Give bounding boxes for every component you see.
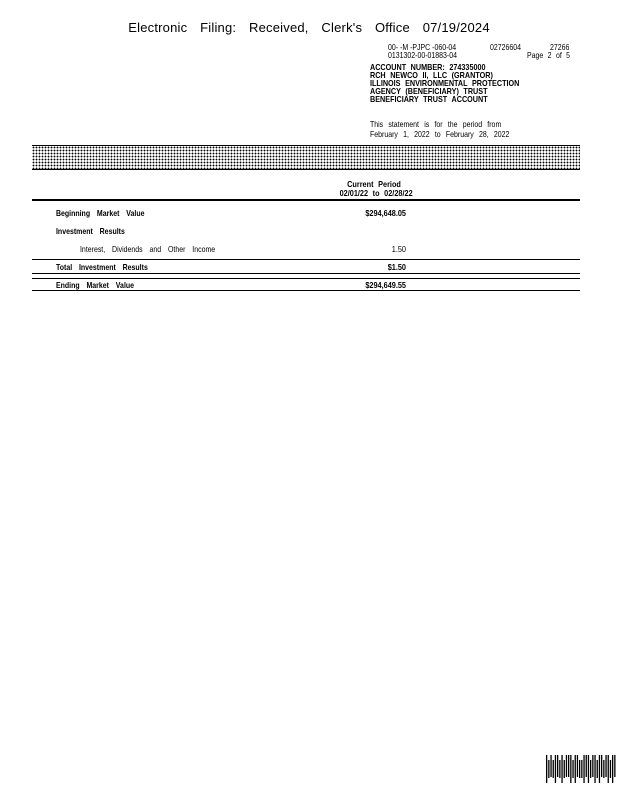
ending-bottom-rule bbox=[32, 290, 580, 291]
barcode-bar bbox=[599, 755, 600, 783]
barcode-bar bbox=[568, 755, 569, 777]
column-header bbox=[339, 179, 413, 198]
barcode-bar bbox=[608, 755, 609, 783]
barcode-bar bbox=[559, 760, 560, 778]
agency-line-1: ILLINOIS ENVIRONMENTAL PROTECTION bbox=[370, 78, 520, 88]
barcode-bar bbox=[605, 755, 606, 777]
barcode-bar bbox=[601, 755, 602, 777]
account-block bbox=[370, 63, 519, 103]
barcode-bar bbox=[557, 755, 558, 777]
page-number: Page 2 of 5 bbox=[527, 50, 571, 60]
barcode-bar bbox=[588, 755, 589, 783]
barcode-bar bbox=[583, 755, 584, 783]
total-value: $1.50 bbox=[387, 262, 406, 272]
barcode-bar bbox=[561, 755, 562, 783]
interest-label: Interest, Dividends and Other Income bbox=[80, 244, 216, 254]
barcode-bar bbox=[572, 760, 573, 778]
total-label: Total Investment Results bbox=[56, 262, 148, 272]
barcode-bar bbox=[594, 755, 595, 783]
barcode-bar bbox=[586, 755, 587, 777]
investment-label: Investment Results bbox=[56, 226, 125, 236]
doc-code: 00- -M -PJPC -060-04 bbox=[388, 42, 457, 52]
total-top-rule bbox=[32, 259, 580, 260]
doc-number: 02726604 bbox=[490, 42, 522, 52]
barcode-bar bbox=[566, 755, 567, 777]
barcode-bar bbox=[564, 760, 565, 778]
barcode-bar bbox=[546, 755, 547, 783]
barcode-bar bbox=[581, 760, 582, 778]
statement-period bbox=[370, 119, 509, 139]
doc-id: 27266 bbox=[550, 42, 570, 52]
column-title: Current Period bbox=[347, 179, 401, 189]
barcode-bar bbox=[603, 760, 604, 778]
postal-barcode bbox=[546, 755, 618, 783]
barcode-bar bbox=[597, 760, 598, 778]
header-rule bbox=[32, 199, 580, 201]
interest-value: 1.50 bbox=[391, 244, 406, 254]
barcode-bar bbox=[555, 755, 556, 783]
total-bottom-rule bbox=[32, 273, 580, 274]
barcode-bar bbox=[610, 760, 611, 778]
barcode-bar bbox=[590, 760, 591, 778]
beginning-value: $294,648.05 bbox=[365, 208, 406, 218]
dotted-separator-band bbox=[32, 145, 580, 170]
beginning-label: Beginning Market Value bbox=[56, 208, 145, 218]
barcode-bar bbox=[592, 755, 593, 777]
ref-code: 0131302-00-01883-04 bbox=[388, 50, 457, 60]
ending-top-rule bbox=[32, 278, 580, 279]
barcode-bar bbox=[579, 760, 580, 778]
barcode-bar bbox=[575, 755, 576, 783]
period-line-2: February 1, 2022 to February 28, 2022 bbox=[370, 129, 510, 139]
barcode-bar bbox=[550, 755, 551, 777]
account-name: BENEFICIARY TRUST ACCOUNT bbox=[370, 94, 488, 104]
period-line-1: This statement is for the period from bbox=[370, 119, 502, 129]
barcode-bar bbox=[570, 755, 571, 783]
ending-label: Ending Market Value bbox=[56, 280, 135, 290]
column-range: 02/01/22 to 02/28/22 bbox=[339, 188, 413, 198]
barcode-bar bbox=[577, 755, 578, 777]
grantor-name: RCH NEWCO II, LLC (GRANTOR) bbox=[370, 70, 493, 80]
barcode-bar bbox=[612, 755, 613, 783]
barcode-bar bbox=[614, 755, 615, 777]
filing-stamp: Electronic Filing: Received, Clerk's Office 07/19/2024 bbox=[128, 20, 490, 35]
barcode-bar bbox=[548, 760, 549, 778]
barcode-bar bbox=[553, 760, 554, 778]
ending-value: $294,649.55 bbox=[365, 280, 406, 290]
account-number: ACCOUNT NUMBER: 274335000 bbox=[370, 62, 486, 72]
agency-line-2: AGENCY (BENEFICIARY) TRUST bbox=[370, 86, 488, 96]
